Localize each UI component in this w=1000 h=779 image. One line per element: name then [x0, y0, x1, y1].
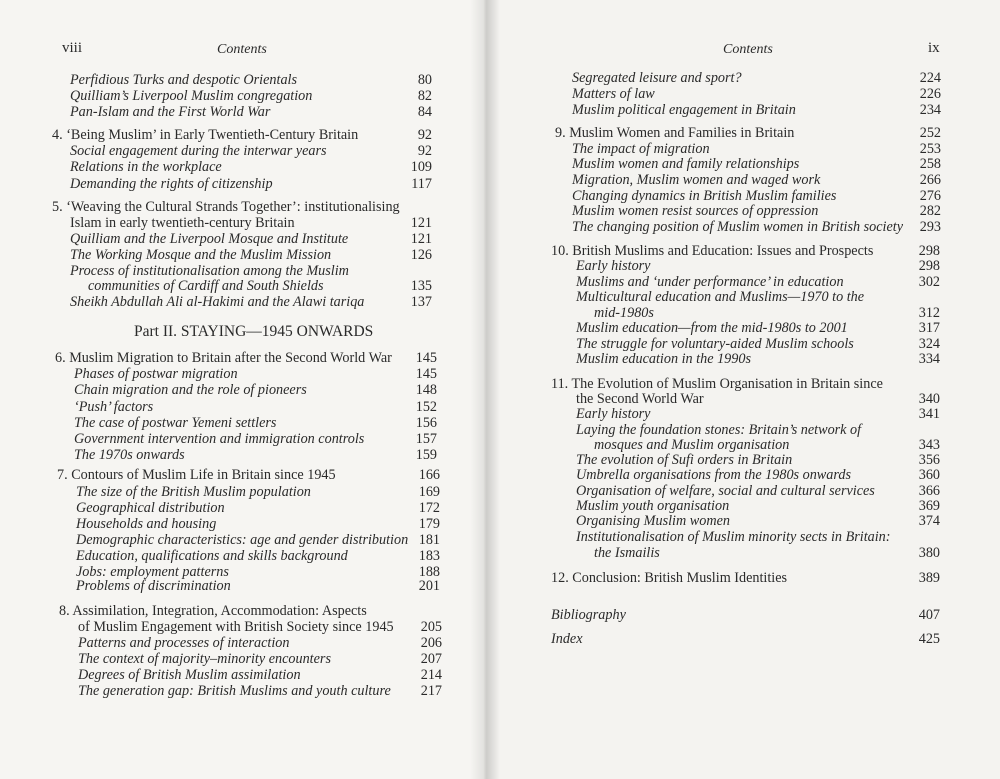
- left-folio: viii: [62, 40, 83, 56]
- part-heading: Part II. STAYING—1945 ONWARDS: [134, 323, 374, 340]
- right-folio: ix: [928, 40, 940, 56]
- right-running-head: Contents: [723, 42, 773, 57]
- right-page: Contents ix Segregated leisure and sport? 224 Matters of law 226 Muslim political engagement in Britain 234 9. Muslim Women and Families in Britain 252 The impact of migration 253 Muslim women and family relationships 258 Migration, Muslim women and waged work 266 Changing dynamics in British Muslim families 276 Muslim women resist sources of oppression 282 The changing position of Muslim women in British society 293 10. British Muslims and Education: Issues and Prospects 298 Early history 298 Muslims and ‘under performance’ in education 302 Multicultural education and Muslims—1970 to the mid-1980s 312 Muslim education—from the mid-1980s to 2001 317 The struggle for voluntary-aided Muslim schools 324 Muslim education in the 1990s 334 11. The Evolution of Muslim Organisation in Britain since the Second World War 340 Early history 341 Laying the foundation stones: Britain’s network of mosques and Muslim organisation 343 The evolution of Sufi orders in Britain 356 Umbrella organisations from the 1980s onwards 360 Organisation of welfare, social and cultural services 366 Muslim youth organisation 369 Organising Muslim women 374 Institutionalisation of Muslim minority sects in Britain: the Ismailis 380 12. Conclusion: British Muslim Identities 389 Bibliography 407 Index 425: [484, 0, 1000, 779]
- left-page: viii Contents Perfidious Turks and despotic Orientals 80 Quilliam’s Liverpool Muslim congregation 82 Pan-Islam and the First World War 84 4. ‘Being Muslim’ in Early Twentieth-Century Britain 92 Social engagement during the interwar years 92 Relations in the workplace 109 Demanding the rights of citizenship 117 5. ‘Weaving the Cultural Strands Together’: institutionalising Islam in early twentieth-century Britain 121 Quilliam and the Liverpool Mosque and Institute 121 The Working Mosque and the Muslim Mission 126 Process of institutionalisation among the Muslim communities of Cardiff and South Shields 135 Sheikh Abdullah Ali al-Hakimi and the Alawi tariqa 137 Part II. STAYING—1945 ONWARDS 6. Muslim Migration to Britain after the Second World War 145 Phases of postwar migration 145 Chain migration and the role of pioneers 148 ‘Push’ factors 152 The case of postwar Yemeni settlers 156 Government intervention and immigration controls 157 The 1970s onwards 159 7. Contours of Muslim Life in Britain since 1945 166 The size of the British Muslim population 169 Geographical distribution 172 Households and housing 179 Demographic characteristics: age and gender distribution 181 Education, qualifications and skills background 183 Jobs: employment patterns 188 Problems of discrimination 201 8. Assimilation, Integration, Accommodation: Aspects of Muslim Engagement with British Society since 1945 205 Patterns and processes of interaction 206 The context of majority–minority encounters 207 Degrees of British Muslim assimilation 214 The generation gap: British Muslims and youth culture 217: [0, 0, 484, 779]
- left-running-head: Contents: [217, 42, 267, 57]
